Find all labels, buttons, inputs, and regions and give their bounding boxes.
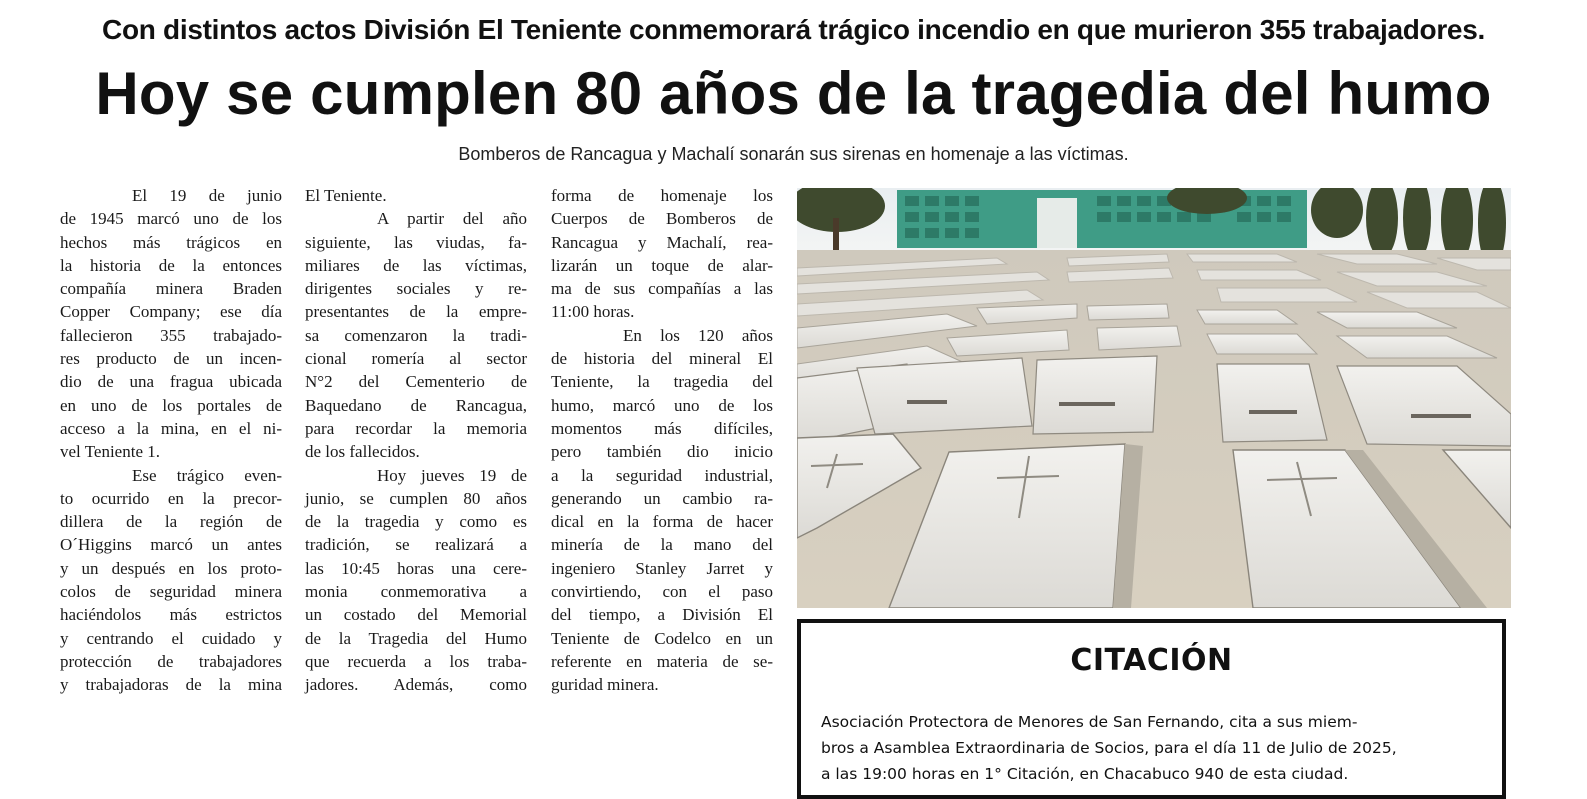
text-line: Teniente de Codelco en un (551, 628, 773, 648)
text-line: referente en materia de se- (551, 651, 773, 671)
citacion-body (821, 709, 1486, 787)
citacion-notice (797, 619, 1506, 799)
cemetery-photo (797, 188, 1511, 608)
text-line: y un después en los proto- (60, 558, 282, 578)
text-line: presentantes de la empre- (305, 302, 527, 322)
text-line: vel Teniente 1. (60, 442, 160, 462)
article-column-3 (551, 184, 773, 697)
text-line: siguiente, las viudas, fa- (305, 232, 527, 252)
text-line: lizarán un toque de alar- (551, 255, 773, 275)
text-line: de los fallecidos. (305, 442, 420, 462)
text-line: ingeniero Stanley Jarret y (551, 558, 773, 578)
text-line: N°2 del Cementerio de (305, 372, 527, 392)
text-line: dirigentes sociales y re- (305, 279, 527, 299)
text-line: guridad minera. (551, 675, 659, 695)
text-line: to ocurrido en la precor- (60, 488, 282, 508)
main-headline: Hoy se cumplen 80 años de la tragedia del humo (95, 60, 1492, 127)
kicker-headline: Con distintos actos División El Teniente conmemorará trágico incendio en que murieron 355 trabajadores. (102, 14, 1485, 45)
text-line: y centrando el cuidado y (60, 628, 282, 648)
text-line: res producto de un incen- (60, 349, 282, 369)
text-line: Baquedano de Rancagua, (305, 395, 527, 415)
text-line: colos de seguridad minera (60, 582, 282, 602)
text-line: de historia del mineral El (551, 349, 773, 369)
text-line: cional romería al sector (305, 349, 527, 369)
text-line: El 19 de junio (132, 186, 282, 205)
citacion-line: a las 19:00 horas en 1° Citación, en Chacabuco 940 de esta ciudad. (821, 765, 1349, 783)
text-line: un costado del Memorial (305, 605, 527, 625)
text-line: minería de la mano del (551, 535, 773, 555)
text-line: que recuerda a los traba- (305, 651, 527, 671)
text-line: monia conmemorativa a (305, 582, 527, 602)
subheadline: Bomberos de Rancagua y Machalí sonarán sus sirenas en homenaje a las víctimas. (458, 144, 1129, 164)
citacion-line: bros a Asamblea Extraordinaria de Socios, para el día 11 de Julio de 2025, (821, 739, 1397, 757)
text-line: convirtiendo, con el paso (551, 582, 773, 602)
citacion-title: CITACIÓN (1070, 643, 1233, 678)
text-line: en uno de los portales de (60, 395, 282, 415)
text-line: a la seguridad industrial, (551, 465, 773, 485)
article-column-1 (60, 184, 282, 697)
text-line: de 1945 marcó uno de los (60, 209, 282, 229)
text-line: compañía minera Braden (60, 279, 282, 299)
text-line: de la tragedia y como es (305, 512, 527, 532)
text-line: forma de homenaje los (551, 186, 773, 205)
text-line: acceso a la mina, en el ni- (60, 418, 282, 438)
text-line: dical en la forma de hacer (551, 512, 773, 532)
text-line: 11:00 horas. (551, 302, 635, 322)
text-line: haciéndolos más estrictos (60, 605, 282, 625)
text-line: jadores. Además, como (305, 675, 527, 695)
text-line: Teniente, la tragedia del (551, 372, 773, 392)
text-line: humo, marcó uno de los (551, 395, 773, 415)
text-line: O´Higgins marcó un antes (60, 535, 282, 555)
text-line: El Teniente. (305, 186, 387, 205)
text-line: de la Tragedia del Humo (305, 628, 527, 648)
text-line: dio de una fragua ubicada (60, 372, 282, 392)
text-line: la historia de la entonces (60, 255, 282, 275)
text-line: ma de sus compañías a las (551, 279, 773, 299)
text-line: A partir del año (377, 209, 527, 229)
text-line: Copper Company; ese día (60, 302, 282, 322)
text-line: sa comenzaron la tradi- (305, 325, 527, 345)
text-line: hechos más trágicos en (60, 232, 282, 252)
text-line: junio, se cumplen 80 años (305, 488, 527, 508)
text-line: dillera de la región de (60, 512, 282, 532)
text-line: para recordar la memoria (305, 418, 527, 438)
article-column-2 (305, 184, 527, 697)
text-line: En los 120 años (623, 325, 773, 345)
text-line: miliares de las víctimas, (305, 255, 527, 275)
text-line: protección de trabajadores (60, 651, 282, 671)
text-line: del tiempo, a División El (551, 605, 773, 625)
text-line: las 10:45 horas una cere- (305, 558, 527, 578)
text-line: y trabajadoras de la mina (60, 675, 282, 695)
text-line: Rancagua y Machalí, rea- (551, 232, 773, 252)
text-line: tradición, se realizará a (305, 535, 527, 555)
citacion-line: Asociación Protectora de Menores de San Fernando, cita a sus miem- (821, 713, 1358, 731)
text-line: generando un cambio ra- (551, 488, 773, 508)
text-line: Hoy jueves 19 de (377, 465, 527, 485)
text-line: momentos más difíciles, (551, 418, 773, 438)
text-line: Cuerpos de Bomberos de (551, 209, 773, 229)
text-line: fallecieron 355 trabajado- (60, 325, 282, 345)
text-line: pero también dio inicio (551, 442, 773, 462)
text-line: Ese trágico even- (132, 465, 282, 485)
